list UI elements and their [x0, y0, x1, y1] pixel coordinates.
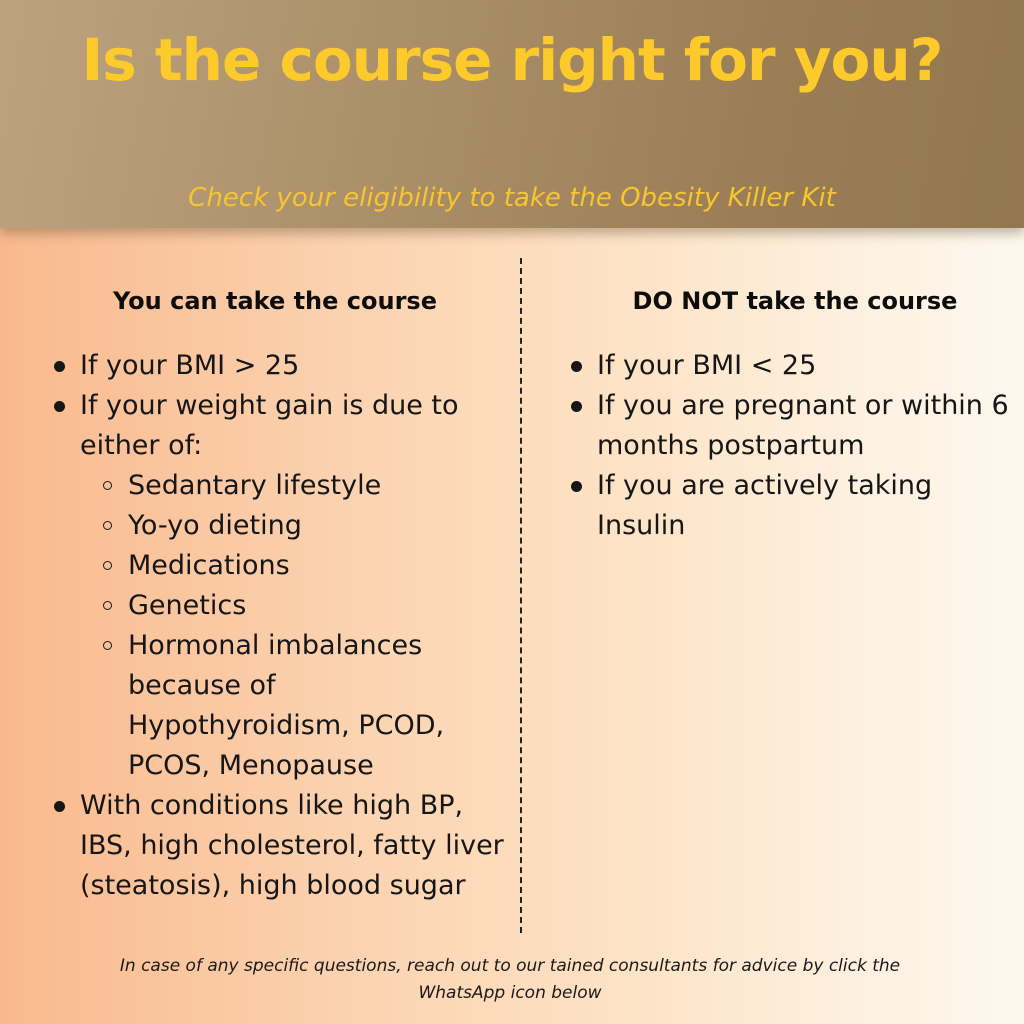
bullet-icon: [571, 361, 582, 372]
sub-list-item: [128, 506, 505, 546]
list-item: [80, 386, 505, 786]
sub-list-item-text: Medications: [128, 550, 290, 581]
list-item-text: If you are pregnant or within 6 months postpartum: [597, 390, 1009, 461]
sub-list-item-text: Hormonal imbalances because of Hypothyroidism, PCOD, PCOS, Menopause: [128, 630, 445, 781]
circle-bullet-icon: [103, 561, 112, 570]
list-item-text: If your BMI < 25: [597, 350, 817, 381]
list-item: [597, 466, 1012, 546]
list-item-text: With conditions like high BP, IBS, high cholesterol, fatty liver (steatosis), high blood sugar: [80, 790, 504, 901]
eligible-heading: You can take the course: [113, 287, 437, 315]
list-item: [597, 346, 1012, 386]
column-divider: [520, 258, 522, 933]
list-item: [80, 346, 505, 386]
circle-bullet-icon: [103, 601, 112, 610]
circle-bullet-icon: [103, 481, 112, 490]
weight-gain-causes-list: [128, 466, 505, 786]
sub-list-item: [128, 546, 505, 586]
page-subtitle: Check your eligibility to take the Obesity Killer Kit: [188, 183, 836, 213]
bullet-icon: [54, 801, 65, 812]
bullet-icon: [54, 401, 65, 412]
list-item-text: If your BMI > 25: [80, 350, 300, 381]
page-title: Is the course right for you?: [81, 26, 943, 94]
bullet-icon: [54, 361, 65, 372]
list-item: [597, 386, 1012, 466]
not-eligible-list: [597, 346, 1012, 546]
circle-bullet-icon: [103, 641, 112, 650]
header-banner: [0, 0, 1024, 228]
bullet-icon: [571, 401, 582, 412]
sub-list-item-text: Sedantary lifestyle: [128, 470, 382, 501]
list-item-text: If you are actively taking Insulin: [597, 470, 933, 541]
sub-list-item-text: Genetics: [128, 590, 247, 621]
sub-list-item: [128, 586, 505, 626]
sub-list-item-text: Yo-yo dieting: [128, 510, 302, 541]
list-item: [80, 786, 505, 906]
list-item-text: If your weight gain is due to either of:: [80, 390, 459, 461]
sub-list-item: [128, 466, 505, 506]
not-eligible-heading: DO NOT take the course: [632, 287, 958, 315]
circle-bullet-icon: [103, 521, 112, 530]
footer-note: In case of any specific questions, reach out to our tained consultants for advice by click the WhatsApp icon below: [119, 956, 901, 1003]
bullet-icon: [571, 481, 582, 492]
eligible-list: [80, 346, 505, 906]
sub-list-item: [128, 626, 505, 786]
